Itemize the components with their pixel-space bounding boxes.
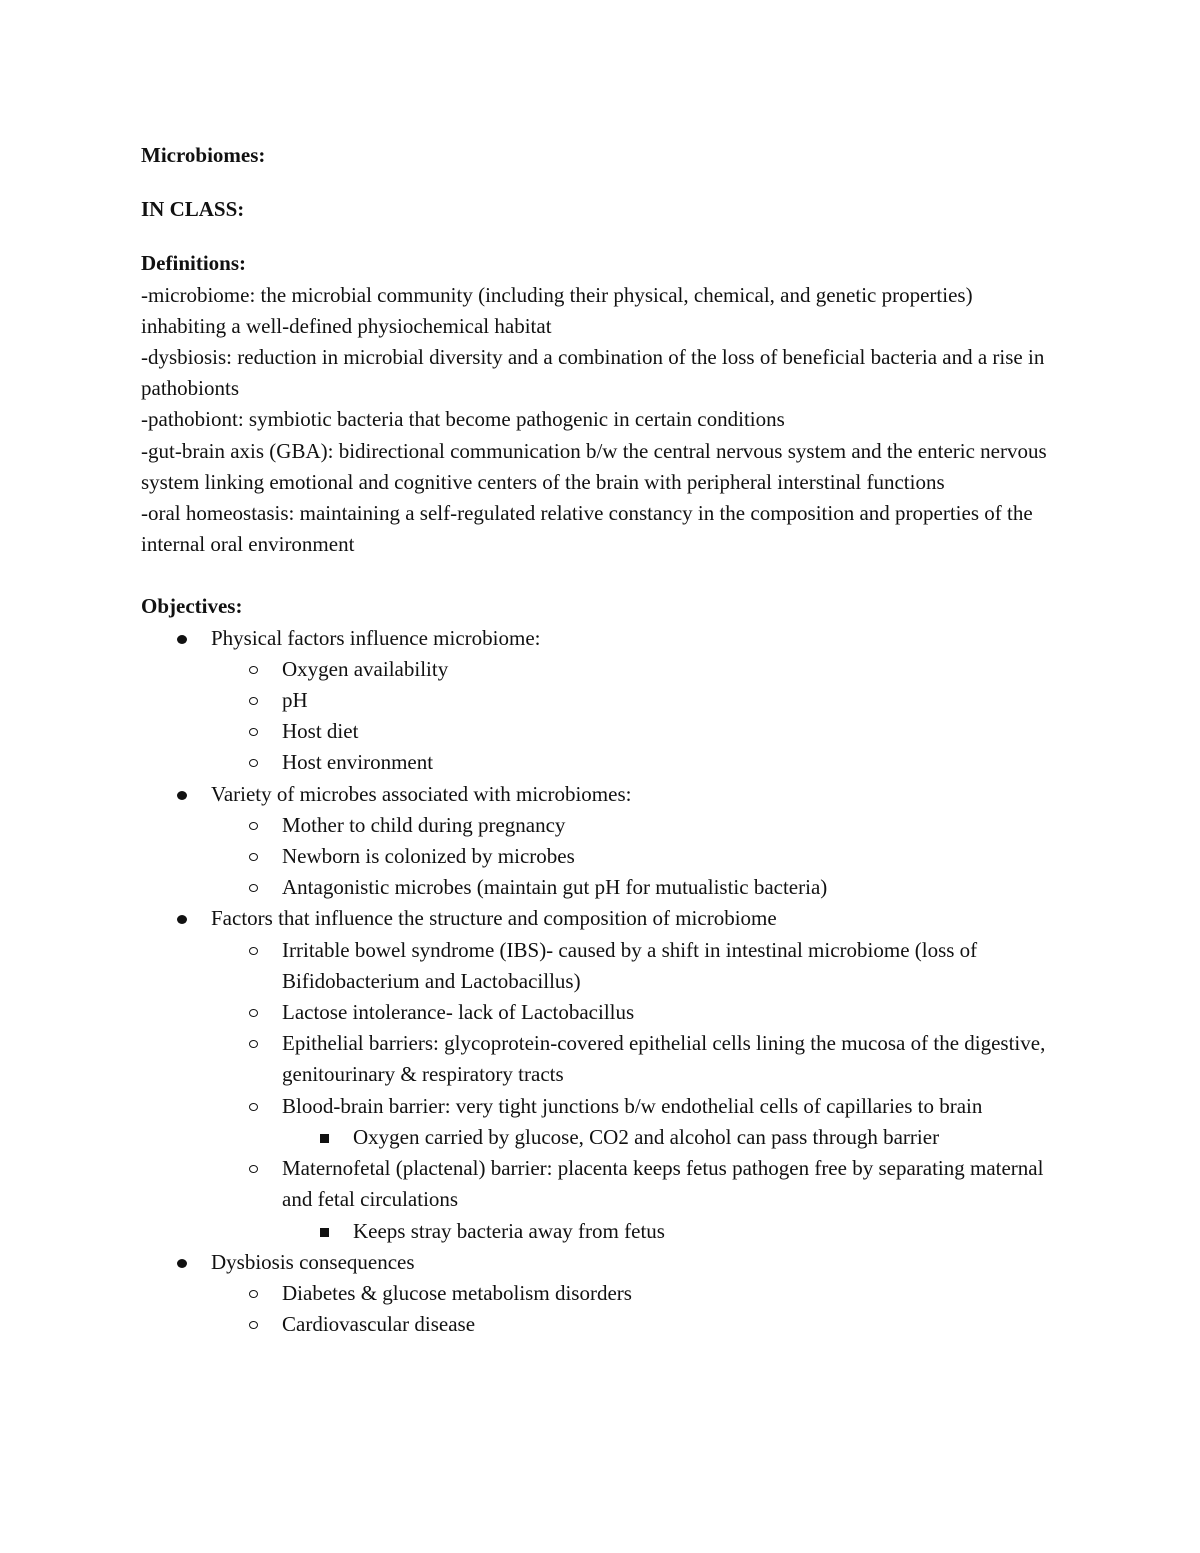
sub-item	[211, 685, 1061, 716]
hollow-circle-bullet-icon	[249, 728, 258, 736]
sub-item	[211, 1278, 1061, 1309]
sub-item	[211, 1309, 1061, 1340]
sub-item	[211, 1091, 1061, 1153]
sub-item	[211, 997, 1061, 1028]
filled-circle-bullet-icon	[177, 915, 187, 924]
sub-sub-list	[211, 1216, 1061, 1247]
sub-item-text: Lactose intolerance- lack of Lactobacillus	[282, 1000, 635, 1025]
hollow-circle-bullet-icon	[249, 1321, 258, 1329]
sub-sub-list	[211, 1122, 1061, 1153]
sub-item-text: Cardiovascular disease	[282, 1312, 476, 1337]
definition-item: -dysbiosis: reduction in microbial diversity and a combination of the loss of beneficial bacteria and a rise in pathobionts	[141, 345, 1045, 401]
filled-circle-bullet-icon	[177, 1259, 187, 1268]
definition-item: -oral homeostasis: maintaining a self-regulated relative constancy in the composition and properties of the internal oral environment	[141, 501, 1033, 557]
sub-item	[211, 1028, 1061, 1090]
hollow-circle-bullet-icon	[249, 697, 258, 705]
sub-item-text: Newborn is colonized by microbes	[282, 844, 575, 869]
objectives-list	[141, 623, 1061, 1341]
hollow-circle-bullet-icon	[249, 853, 258, 861]
sub-item-text: pH	[282, 688, 308, 713]
definition-item: -pathobiont: symbiotic bacteria that become pathogenic in certain conditions	[141, 407, 785, 432]
objective-text: Dysbiosis consequences	[211, 1249, 415, 1274]
sub-item-text: Host diet	[282, 719, 359, 744]
hollow-circle-bullet-icon	[249, 759, 258, 767]
square-bullet-icon	[320, 1228, 329, 1237]
section-label: IN CLASS:	[141, 197, 245, 222]
sub-item	[211, 747, 1061, 778]
sub-item	[211, 716, 1061, 747]
sub-list	[141, 1278, 1061, 1340]
sub-item-text: Host environment	[282, 750, 434, 775]
hollow-circle-bullet-icon	[249, 947, 258, 955]
sub-item-text: Blood-brain barrier: very tight junctions b/w endothelial cells of capillaries to brain	[282, 1093, 983, 1118]
sub-item-text: Antagonistic microbes (maintain gut pH for mutualistic bacteria)	[282, 875, 828, 900]
definitions-heading: Definitions:	[141, 251, 246, 276]
objective-text: Physical factors influence microbiome:	[211, 625, 541, 650]
hollow-circle-bullet-icon	[249, 1009, 258, 1017]
sub-item-text: Oxygen availability	[282, 656, 449, 681]
sub-sub-item-text: Oxygen carried by glucose, CO2 and alcohol can pass through barrier	[353, 1124, 940, 1149]
sub-item	[211, 935, 1061, 997]
objective-text: Factors that influence the structure and composition of microbiome	[211, 906, 777, 931]
definitions-list	[141, 280, 1061, 561]
sub-item	[211, 654, 1061, 685]
sub-sub-item	[282, 1122, 1061, 1153]
sub-item-text: Maternofetal (plactenal) barrier: placenta keeps fetus pathogen free by separating maternal and fetal circulations	[282, 1156, 1044, 1212]
hollow-circle-bullet-icon	[249, 884, 258, 892]
definition-item: -microbiome: the microbial community (including their physical, chemical, and genetic properties) inhabiting a well-defined physiochemical habitat	[141, 282, 973, 338]
document-page	[141, 140, 1061, 1340]
sub-item	[211, 872, 1061, 903]
objective-item	[141, 1247, 1061, 1341]
objective-text: Variety of microbes associated with microbiomes:	[211, 781, 632, 806]
hollow-circle-bullet-icon	[249, 1103, 258, 1111]
objective-item	[141, 623, 1061, 779]
objective-item	[141, 779, 1061, 904]
filled-circle-bullet-icon	[177, 635, 187, 644]
square-bullet-icon	[320, 1134, 329, 1143]
definition-item: -gut-brain axis (GBA): bidirectional communication b/w the central nervous system and the enteric nervous system linking emotional and cognitive centers of the brain with peripheral interstinal functions	[141, 438, 1047, 494]
objective-item	[141, 903, 1061, 1246]
sub-sub-item	[282, 1216, 1061, 1247]
hollow-circle-bullet-icon	[249, 1165, 258, 1173]
sub-item	[211, 841, 1061, 872]
sub-item-text: Irritable bowel syndrome (IBS)- caused by a shift in intestinal microbiome (loss of Bifidobacterium and Lactobacillus)	[282, 937, 978, 993]
hollow-circle-bullet-icon	[249, 1290, 258, 1298]
sub-list	[141, 810, 1061, 904]
sub-item	[211, 1153, 1061, 1247]
sub-sub-item-text: Keeps stray bacteria away from fetus	[353, 1218, 665, 1243]
sub-item	[211, 810, 1061, 841]
sub-item-text: Diabetes & glucose metabolism disorders	[282, 1280, 632, 1305]
hollow-circle-bullet-icon	[249, 1040, 258, 1048]
sub-item-text: Epithelial barriers: glycoprotein-covered epithelial cells lining the mucosa of the digestive, genitourinary & respiratory tracts	[282, 1031, 1046, 1087]
sub-list	[141, 935, 1061, 1247]
sub-list	[141, 654, 1061, 779]
sub-item-text: Mother to child during pregnancy	[282, 812, 566, 837]
filled-circle-bullet-icon	[177, 791, 187, 800]
hollow-circle-bullet-icon	[249, 822, 258, 830]
hollow-circle-bullet-icon	[249, 666, 258, 674]
document-title: Microbiomes:	[141, 143, 266, 167]
objectives-heading: Objectives:	[141, 594, 243, 619]
